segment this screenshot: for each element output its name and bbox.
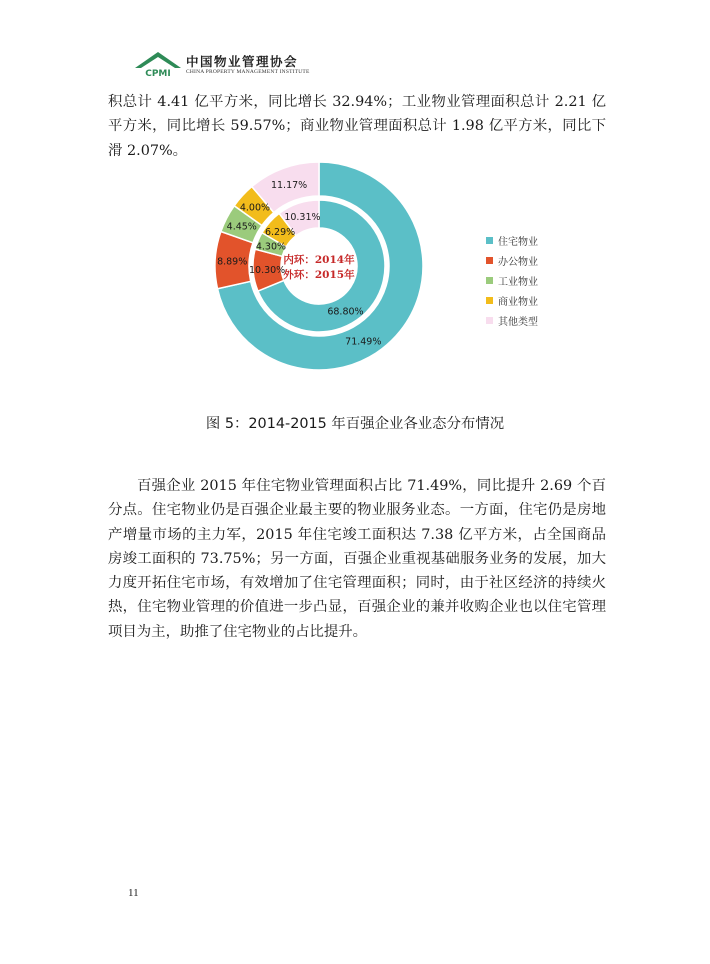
legend-label: 其他类型 — [498, 316, 538, 328]
logo-text: CPMI — [145, 69, 171, 79]
page-number: 11 — [128, 887, 139, 899]
figure-caption: 图 5：2014-2015 年百强企业各业态分布情况 — [205, 416, 505, 432]
inner-ring-label-commercial: 6.29% — [264, 227, 296, 239]
page-header — [132, 50, 332, 80]
legend-swatch — [486, 317, 493, 324]
legend-item-resident — [486, 230, 538, 250]
outer-ring-label-commercial: 4.00% — [239, 202, 271, 214]
inner-ring-label-resident: 68.80% — [327, 306, 364, 318]
legend-label: 工业物业 — [498, 276, 538, 288]
logo-roof-shape — [135, 52, 181, 68]
paragraph-2: 百强企业 2015 年住宅物业管理面积占比 71.49%，同比提升 2.69 个百分点。住宅物业仍是百强企业最主要的物业服务业态。一方面，住宅仍是房地产增量市场的主力军，2015 年住宅竣工面积达 7.38 亿平方米，占全国商品房竣工面积的 73.75%；另一方面，百强企业重视基础服务业务的发展，加大力度开拓住宅市场，有效增加了住宅管理面积；同时，由于社区经济的持续火热，住宅物业管理的价值进一步凸显，百强企业的兼并收购企业也以住宅管理项目为主，助推了住宅物业的占比提升。 — [108, 478, 606, 640]
chart-legend — [486, 230, 538, 330]
legend-item-other — [486, 310, 538, 330]
org-name-en: CHINA PROPERTY MANAGEMENT INSTITUTE — [186, 69, 310, 75]
legend-label: 商业物业 — [498, 296, 538, 308]
outer-ring-label-other: 11.17% — [270, 179, 308, 191]
center-label-inner: 内环：2014年 — [283, 254, 355, 266]
legend-swatch — [486, 237, 493, 244]
center-label-outer: 外环：2015年 — [283, 269, 355, 281]
legend-item-office — [486, 250, 538, 270]
outer-ring-label-resident: 71.49% — [345, 336, 382, 348]
legend-item-industrial — [486, 270, 538, 290]
outer-ring-label-office: 8.89% — [217, 256, 248, 268]
inner-ring-label-office: 10.30% — [248, 264, 286, 276]
inner-ring-label-industrial: 4.30% — [255, 241, 287, 253]
outer-ring-label-industrial: 4.45% — [226, 221, 257, 233]
cpmi-logo — [132, 50, 184, 78]
legend-item-commercial — [486, 290, 538, 310]
paragraph-1: 积总计 4.41 亿平方米，同比增长 32.94%；工业物业管理面积总计 2.21 亿平方米，同比增长 59.57%；商业物业管理面积总计 1.98 亿平方米，同比下滑 2.07%。 — [108, 94, 606, 159]
legend-swatch — [486, 277, 493, 284]
org-name-cn: 中国物业管理协会 — [186, 54, 299, 69]
legend-label: 办公物业 — [498, 256, 538, 268]
donut-chart — [217, 162, 550, 370]
legend-swatch — [486, 297, 493, 304]
legend-label: 住宅物业 — [498, 236, 538, 248]
legend-swatch — [486, 257, 493, 264]
inner-ring-label-other: 10.31% — [284, 212, 321, 224]
